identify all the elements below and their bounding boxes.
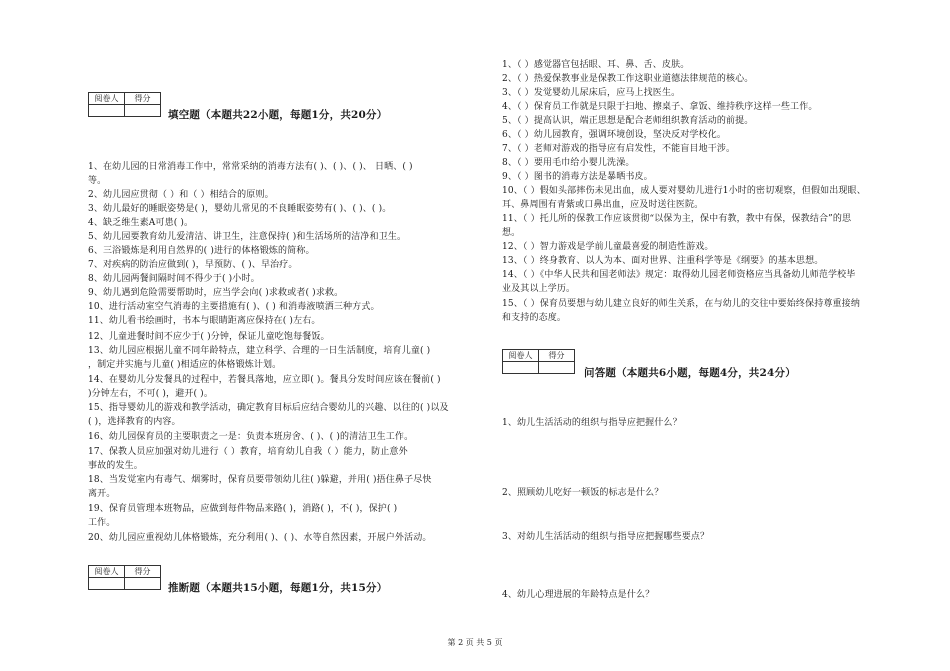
fill-line: 3、幼儿最好的睡眠姿势是( )，婴幼儿常见的不良睡眠姿势有( )、( )、( )。 [88, 204, 392, 214]
score-cell[interactable] [125, 105, 161, 117]
judge-line: 15、（ ）保育员要想与幼儿建立良好的师生关系，在与幼儿的交往中要始终保持尊重接纳 [502, 299, 860, 309]
judge-line: 4、（ ）保育员工作就是只限于扫地、擦桌子、拿饭、维持秩序这样一些工作。 [502, 102, 818, 112]
fill-line: 工作。 [88, 518, 116, 528]
fill-line: 4、缺乏维生素A可患( )。 [88, 218, 194, 228]
judge-line: 9、（ ）图书的消毒方法是暴晒书皮。 [502, 172, 653, 182]
judge-section-title: 推断题（本题共15小题，每题1分，共15分） [168, 582, 388, 594]
score-box-qa [502, 349, 575, 374]
fill-line: 10、进行活动室空气消毒的主要措施有( )、( ) 和消毒液喷洒三种方式。 [88, 302, 380, 312]
fill-line: 15、指导婴幼儿的游戏和教学活动，确定教育目标后应结合婴幼儿的兴趣、以往的( )以及 [88, 403, 449, 413]
fill-line: 2、幼儿园应贯彻（ ）和（ ）相结合的原则。 [88, 190, 274, 200]
qa-section-title: 问答题（本题共6小题，每题4分，共24分） [584, 367, 796, 379]
score-box-judge [88, 565, 161, 590]
fill-line: 13、幼儿园应根据儿童不同年龄特点，建立科学、合理的一日生活制度，培育儿童( ) [88, 346, 431, 356]
fill-line: 12、儿童进餐时间不应少于( )分钟，保证儿童吃饱每餐饭。 [88, 332, 330, 342]
qa-question: 3、对幼儿生活活动的组织与指导应把握哪些要点？ [502, 532, 710, 542]
fill-section-title: 填空题（本题共22小题，每题1分，共20分） [168, 109, 388, 121]
reviewer-label: 阅卷人 [89, 566, 125, 578]
reviewer-cell[interactable] [503, 362, 539, 374]
fill-line: ，制定并实施与儿童( )相适应的体格锻炼计划。 [88, 360, 282, 370]
fill-line: 19、保育员管理本班物品，应做到每件物品来路( )，消路( )，不( )，保护( ) [88, 504, 398, 514]
score-label: 得分 [125, 566, 161, 578]
fill-line: 17、保教人员应加强对幼儿进行（ ）教育，培育幼儿自我（ ）能力，防止意外 [88, 447, 408, 457]
fill-line: 6、三浴锻炼是利用自然界的( )进行的体格锻炼的简称。 [88, 246, 315, 256]
fill-line: 事故的发生。 [88, 461, 143, 471]
judge-line: 5、（ ）提高认识，端正思想是配合老师组织教育活动的前提。 [502, 116, 754, 126]
reviewer-label: 阅卷人 [89, 93, 125, 105]
judge-line: 6、（ ）幼儿园教育，强调环境创设，坚决反对学校化。 [502, 130, 726, 140]
qa-question: 1、幼儿生活活动的组织与指导应把握什么？ [502, 418, 682, 428]
fill-line: 18、当发觉室内有毒气、烟雾时，保育员要带领幼儿往( )躲避，并用( )捂住鼻子尽快 [88, 475, 432, 485]
judge-line: 13、（ ）终身教育、以人为本、面对世界、注重科学等是《纲要》的基本思想。 [502, 256, 824, 266]
fill-line: 11、幼儿看书绘画时，书本与眼睛距离应保持在( )左右。 [88, 316, 321, 326]
fill-line: 9、幼儿遇到危险需要帮助时，应当学会向( )求救或者( )求救。 [88, 288, 344, 298]
judge-line: 2、（ ）热爱保教事业是保教工作这职业道德法律规范的核心。 [502, 74, 754, 84]
fill-line: 5、幼儿园要教育幼儿爱清洁、讲卫生，注意保持( )和生活场所的洁净和卫生。 [88, 232, 407, 242]
fill-line: )分钟左右，不可( )，避开( )。 [88, 389, 213, 399]
fill-line: 16、幼儿园保育员的主要职责之一是：负责本班房舍、( )、( )的清洁卫生工作。 [88, 432, 414, 442]
judge-line: 7、（ ）老师对游戏的指导应有启发性，不能盲目地干涉。 [502, 144, 736, 154]
score-cell[interactable] [539, 362, 575, 374]
score-cell[interactable] [125, 578, 161, 590]
reviewer-cell[interactable] [89, 578, 125, 590]
score-label: 得分 [539, 350, 575, 362]
fill-line: 等。 [88, 176, 107, 186]
fill-line: 20、幼儿园应重视幼儿体格锻炼，充分利用( )、( )、水等自然因素，开展户外活动。 [88, 533, 432, 543]
fill-line: 7、对疾病的防治应做到( )，早预防、( )、早治疗。 [88, 260, 298, 270]
judge-line: 业及其以上学历。 [502, 284, 576, 294]
judge-line: 耳、鼻周围有青紫或口鼻出血，应及时送往医院。 [502, 200, 704, 210]
fill-line: 离开。 [88, 489, 116, 499]
qa-question: 4、幼儿心理进展的年龄特点是什么？ [502, 590, 655, 600]
qa-question: 2、照顾幼儿吃好一顿饭的标志是什么？ [502, 488, 664, 498]
judge-line: 11、（ ）托儿所的保教工作应该贯彻“以保为主，保中有教，教中有保，保教结合”的思 [502, 214, 852, 224]
reviewer-label: 阅卷人 [503, 350, 539, 362]
page-footer: 第 2 页 共 5 页 [447, 638, 503, 647]
score-box-fill [88, 92, 161, 117]
judge-line: 和支持的态度。 [502, 313, 567, 323]
score-label: 得分 [125, 93, 161, 105]
judge-line: 8、（ ）要用毛巾给小婴儿洗澡。 [502, 158, 635, 168]
judge-line: 1、（ ）感觉器官包括眼、耳、鼻、舌、皮肤。 [502, 60, 690, 70]
fill-line: 14、在婴幼儿分发餐具的过程中，若餐具落地，应立即( )。餐具分发时间应该在餐前( ) [88, 375, 441, 385]
reviewer-cell[interactable] [89, 105, 125, 117]
judge-line: 3、（ ）发觉婴幼儿尿床后，应马上找医生。 [502, 88, 681, 98]
fill-line: ( )，选择教育的内容。 [88, 417, 181, 427]
judge-line: 14、（ ）《中华人民共和国老师法》规定：取得幼儿园老师资格应当具备幼儿师范学校毕 [502, 270, 856, 280]
judge-line: 10、（ ）假如头部摔伤未见出血，成人要对婴幼儿进行1小时的密切观察，但假如出现眼、 [502, 186, 866, 196]
judge-line: 12、（ ）智力游戏是学前儿童最喜爱的制造性游戏。 [502, 242, 714, 252]
fill-line: 8、幼儿园两餐间隔时间不得少于( )小时。 [88, 274, 260, 284]
judge-line: 想。 [502, 228, 521, 238]
fill-line: 1、在幼儿园的日常消毒工作中，常常采纳的消毒方法有( )、( )、( )、 日晒、( ) [88, 162, 413, 172]
